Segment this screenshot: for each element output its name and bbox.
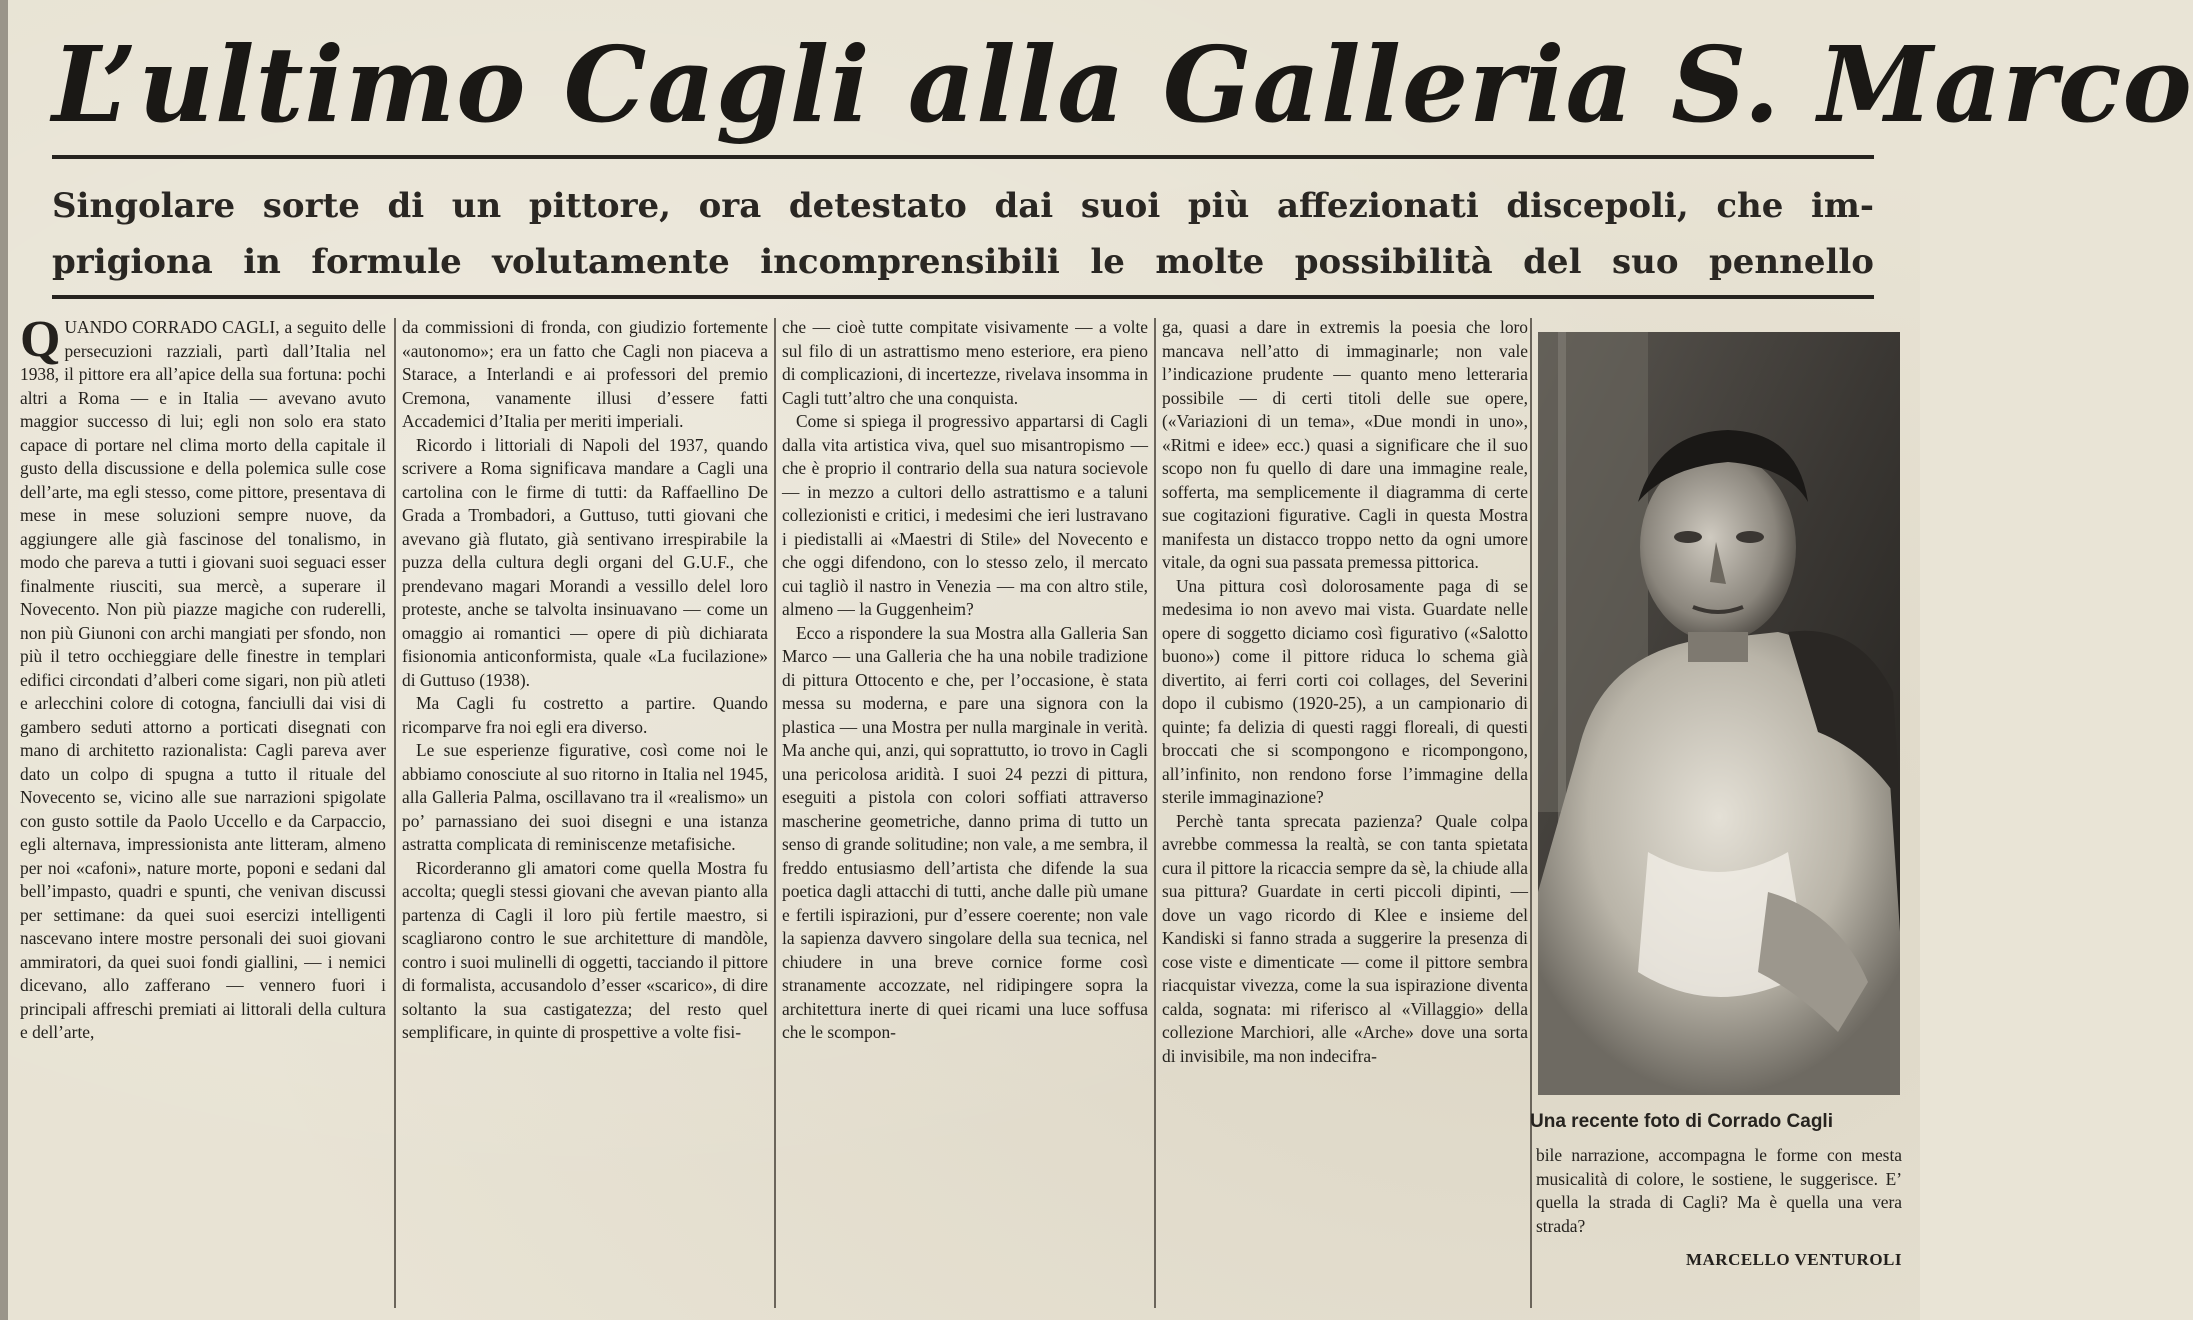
page-edge xyxy=(0,0,8,1320)
paragraph: ga, quasi a dare in extremis la poesia che loro mancava nell’atto di immaginarle; non vale l’indicazione prudente — quanto meno letteraria possibile — di certi titoli delle sue opere, («Variazioni di un tema», «Due mondi in uno», «Ritmi e idee» ecc.) quasi a significare che il suo scopo non fu quello di dare una immagine reale, sofferta, ma semplicemente il diagramma di certe sue cogitazioni figurative. Cagli in questa Mostra manifesta un distacco troppo netto da ogni umore vitale, da ogni sua passata premessa pittorica. xyxy=(1162,317,1528,572)
byline: MARCELLO VENTUROLI xyxy=(1685,1250,1902,1269)
portrait-photo xyxy=(1538,332,1900,1095)
photo-caption: Una recente foto di Corrado Cagli xyxy=(1530,1111,1833,1132)
column-divider xyxy=(774,318,776,1308)
headline-rule xyxy=(52,155,1874,159)
column-divider xyxy=(1530,318,1532,1308)
paragraph: Ecco a rispondere la sua Mostra alla Galleria San Marco — una Galleria che ha una nobile tradizione di pittura Ottocento e che, per l’occasione, è stata messa su moderna, e pare una signora con la plastica — una Mostra per nulla marginale in verità. Ma anche qui, anzi, qui soprattutto, io trovo in Cagli una pericolosa aridità. I suoi 24 pezzi di pittura, eseguiti a pistola con colori soffiati attraverso mascherine geometriche, danno prima di tutto un senso di grande solitudine; non vale, a me sembra, il freddo entusiasmo dell’artista che difende la sua poetica dagli attacchi di tutti, anche dalle più umane e fertili ispirazioni, pur d’essere coerente; non vale la sapienza davvero singolare della sua tecnica, nel chiudere in una breve cornice forme così stranamente accozzate, nel ridipingere sopra la architettura inerte di quei ricami una luce soffusa che le scompon- xyxy=(782,622,1148,1042)
paragraph: Perchè tanta sprecata pazienza? Quale colpa avrebbe commessa la realtà, se con tanta spietata cura il pittore la ricaccia sempre da sè, la chiude alla sua pittura? Guardate in certi piccoli dipinti, — dove un vago ricordo di Klee e insieme del Kandiski si fanno strada a suggerire la presenza di cose viste e dimenticate — come il pittore sembra riacquistar vivezza, come la sua ispirazione diventa calda, sognata: mi riferisco al «Villaggio» della collezione Marchiori, alle «Arche» dove una sorta di invisibile, ma non indecifra- xyxy=(1162,810,1528,1066)
paragraph: che — cioè tutte compitate visivamente — a volte sul filo di un astrattismo meno esteriore, era pieno di complicazioni, di incertezze, rivelava insomma in Cagli tutt’altro che una conquista. xyxy=(782,317,1148,408)
deck xyxy=(52,178,1874,290)
paragraph xyxy=(20,311,386,1045)
deck-rule xyxy=(52,295,1874,299)
column-divider xyxy=(1154,318,1156,1308)
deck-line-2: prigiona in formule volutamente incomprensibili le molte possibilità del suo pennello xyxy=(52,242,1874,282)
column-divider xyxy=(394,318,396,1308)
paragraph: Ricordo i littoriali di Napoli del 1937, quando scrivere a Roma significava mandare a Cagli una cartolina con le firme di tutti: da Raffaellino De Grada a Trombadori, a Guttuso, tutti giovani che avevano già flutato, già sentivano irrespirabile la puzza della cultura degli organi del G.U.F., che prendevano magari Morandi a vessillo delel loro proteste, anche se talvolta insinuavano — come un omaggio ai romantici — opere di più dichiarata fisionomia anticonformista, quale «La fucilazione» di Guttuso (1938). xyxy=(402,434,768,690)
paragraph: Ma Cagli fu costretto a partire. Quando ricomparve fra noi egli era diverso. xyxy=(402,693,768,737)
photo-image xyxy=(1538,332,1900,1095)
column-1 xyxy=(20,311,386,1306)
drop-cap: Q xyxy=(20,311,61,368)
deck-line-1: Singolare sorte di un pittore, ora detestato dai suoi più affezionati discepoli, che im- xyxy=(52,186,1874,226)
column-2 xyxy=(402,316,768,1306)
paragraph: Le sue esperienze figurative, così come noi le abbiamo conosciute al suo ritorno in Italia nel 1945, alla Galleria Palma, oscillavano tra il «realismo» un po’ parnassiano dei suoi disegni e una istanza astratta complicata di reminiscenze metafisiche. xyxy=(402,740,768,854)
headline: L’ultimo Cagli alla Galleria S. Marco xyxy=(52,23,2193,146)
paragraph: da commissioni di fronda, con giudizio fortemente «autonomo»; era un fatto che Cagli non piaceva a Starace, a Interlandi e ai professori del premio Cremona, vanamente illusi d’essere fatti Accademici d’Italia per meriti imperiali. xyxy=(402,317,768,431)
paragraph: Come si spiega il progressivo appartarsi di Cagli dalla vita artistica viva, quel suo misantropismo — che è proprio il contrario della sua natura socievole — in mezzo a cultori dello astrattismo e a taluni collezionisti e critici, i medesimi che ieri lustravano i piedistalli ai «Maestri di Stile» del Novecento e che oggi difendono, con lo stesso zelo, il mercato cui tagliò il nastro in Venezia — ma con altro stile, almeno — la Guggenheim? xyxy=(782,411,1148,619)
paragraph: Ricorderanno gli amatori come quella Mostra fu accolta; quegli stessi giovani che avevan pianto alla partenza di Cagli il loro più fertile maestro, si scagliarono contro le sue architetture di mandòle, contro i suoi mulinelli di oggetti, tacciando il pittore di formalista, accusandolo d’esser «scarico», di dire soltanto la sua castigatezza; del resto quel semplificare, in quinte di prospettive a volte fisi- xyxy=(402,857,768,1042)
column-3 xyxy=(782,316,1148,1306)
column-4 xyxy=(1162,316,1528,1306)
paragraph: bile narrazione, accompagna le forme con mesta musicalità di colore, le sostiene, le suggerisce. E’ quella la strada di Cagli? Ma è quella una vera strada? xyxy=(1536,1145,1902,1236)
column-5 xyxy=(1536,1144,1902,1238)
paragraph-text: UANDO CORRADO CAGLI, a seguito delle persecuzioni razziali, partì dall’Italia nel 1938, il pittore era all’apice della sua fortuna: pochi altri a Roma — e in Italia — avevano avuto maggior successo di lui; egli non solo era stato capace di portare nel clima morto della capitale il gusto della discussione e della polemica sulle cose dell’arte, ma egli stesso, come pittore, presentava di mese in mese soluzioni sempre nuove, da aggiungere alle già fascinose del tonalismo, in modo che pareva a tutti i giovani suoi seguaci esser finalmente riusciti, sua mercè, a superare il Novecento. Non più piazze magiche con ruderelli, non più Giunoni con archi mangiati per sfondo, non più il tetro occhieggiare delle finestre in templari edifici circondati d’alberi come sigari, non più atleti e arlecchini colore di cotogna, fanciulli dai visi di gambero seduti attorno a porticati disegnati con mano di architetto razionalista: Cagli pareva aver dato un colpo di spugna a tutto il rituale del Novecento se, vicino alle sue narrazioni spigolate con gusto sottile da Paolo Uccello e da Carpaccio, egli alternava, impressionista ante litteram, almeno per noi «cafoni», nature morte, poponi e sedani dal bell’impasto, quadri e spunti, che venivan discussi per settimane: da quei suoi esercizi intelligenti nascevano intere mostre personali dei suoi giovani ammiratori, da quei suoi fondi giallini, — i nemici dicevano, allo zafferano — vennero fuori i principali affreschi premiati ai littorali della cultura e dell’arte, xyxy=(20,317,386,1042)
paragraph: Una pittura così dolorosamente paga di se medesima io non avevo mai vista. Guardate nelle opere di soggetto diciamo così figurativo («Salotto buono») come il pittore riduca lo schema già divertito, ai ferri corti coi collages, del Severini dopo il cubismo (1920-25), a un campionario di quinte; fa delizia di questi raggi floreali, di questi broccati che si scompongono e ricompongono, all’infinito, non rendono forse l’immagine della sterile immaginazione? xyxy=(1162,575,1528,807)
